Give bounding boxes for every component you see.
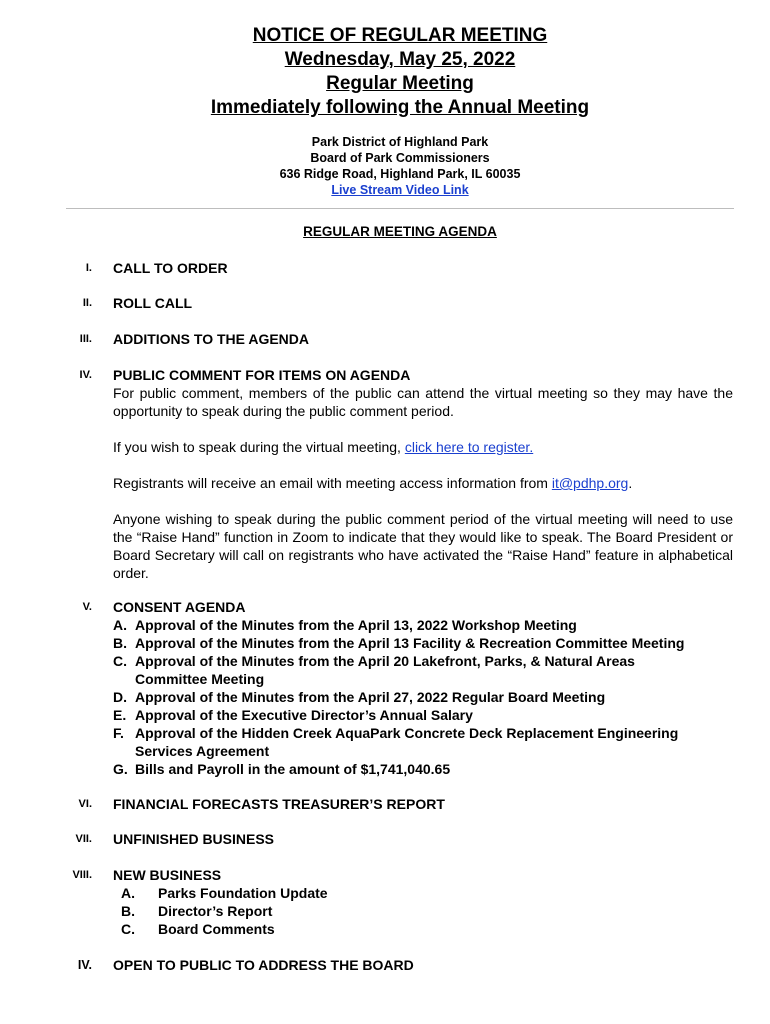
item-number: VI. [78,798,92,810]
meeting-date: Wednesday, May 25, 2022 [284,49,516,70]
item-number: I. [85,262,92,274]
item-number: IV. [79,369,92,381]
item-title: FINANCIAL FORECASTS TREASURER’S REPORT [113,796,445,812]
item-title: PUBLIC COMMENT FOR ITEMS ON AGENDA [113,367,411,383]
new-business-item-b: B. Director’s Report [121,903,273,919]
consent-item-f: F. Approval of the Hidden Creek AquaPark Concrete Deck Replacement Engineering Services Agreement [113,725,679,759]
board-name: Board of Park Commissioners [310,151,490,165]
new-business-item-c: C. Board Comments [121,921,275,937]
register-link[interactable]: click here to register. [404,439,534,455]
notice-title: NOTICE OF REGULAR MEETING [252,25,548,46]
consent-item-d: D. Approval of the Minutes from the April 27, 2022 Regular Board Meeting [113,689,606,705]
item-title: ROLL CALL [113,295,193,311]
item-title: UNFINISHED BUSINESS [113,831,275,847]
document-header [0,24,770,198]
item-title: CALL TO ORDER [113,260,228,276]
item-number: VII. [75,833,92,845]
agenda-title: REGULAR MEETING AGENDA [303,224,497,239]
item-number: II. [82,297,92,309]
new-business-item-a: A. Parks Foundation Update [121,885,328,901]
item-title: ADDITIONS TO THE AGENDA [113,331,310,347]
organization-name: Park District of Highland Park [311,135,489,149]
header-divider [66,208,734,209]
consent-item-b: B. Approval of the Minutes from the April 13 Facility & Recreation Committee Meeting [113,635,685,651]
email-paragraph: Registrants will receive an email with meeting access information from it@pdhp.org. [113,475,633,491]
consent-item-c: C. Approval of the Minutes from the April 20 Lakefront, Parks, & Natural Areas Committee Meeting [113,653,635,687]
item-number: VIII. [72,869,92,881]
raise-hand-paragraph: Anyone wishing to speak during the public comment period of the virtual meeting will need to use the “Raise Hand” function in Zoom to indicate that they would like to speak. The Board President or Board Secretary will call on registrants who have activated the “Raise Hand” feature in alphabetical order. [113,511,733,581]
consent-item-a: A. Approval of the Minutes from the April 13, 2022 Workshop Meeting [113,617,577,633]
item-title: OPEN TO PUBLIC TO ADDRESS THE BOARD [113,957,414,973]
item-number: V. [82,601,92,613]
item-title: NEW BUSINESS [113,867,222,883]
item-number: IV. [77,958,92,972]
meeting-timing: Immediately following the Annual Meeting [210,97,590,118]
item-number: III. [79,333,92,345]
consent-item-g: G. Bills and Payroll in the amount of $1,741,040.65 [113,761,451,777]
live-stream-link[interactable]: Live Stream Video Link [331,183,469,197]
address: 636 Ridge Road, Highland Park, IL 60035 [279,167,521,181]
register-paragraph: If you wish to speak during the virtual meeting, click here to register. [113,439,534,455]
public-comment-paragraph: For public comment, members of the public can attend the virtual meeting so they may have the opportunity to speak during the public comment period. [113,385,733,419]
consent-item-e: E. Approval of the Executive Director’s Annual Salary [113,707,473,723]
email-link[interactable]: it@pdhp.org [551,475,629,491]
item-title: CONSENT AGENDA [113,599,246,615]
meeting-type: Regular Meeting [326,73,474,94]
